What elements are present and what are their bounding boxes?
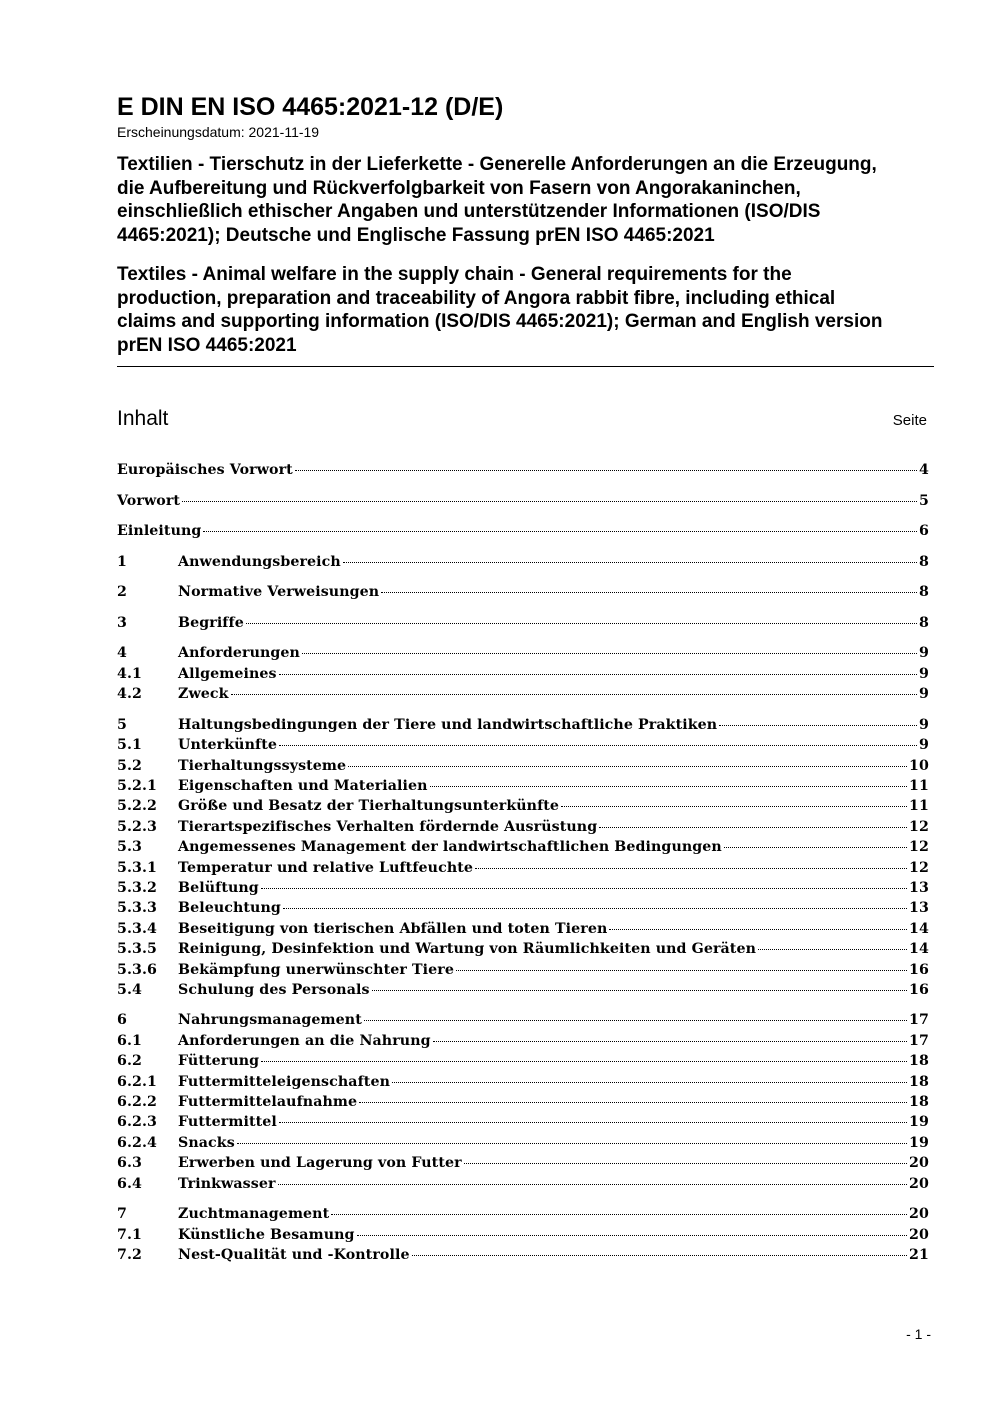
toc-entry-page: 9 <box>919 665 929 682</box>
toc-page-column-label: Seite <box>892 412 927 429</box>
toc-entry[interactable] <box>117 860 929 880</box>
toc-entry[interactable] <box>117 1012 929 1032</box>
toc-entry-title: Eigenschaften und Materialien <box>178 778 428 794</box>
toc-entry-number: 5.3.6 <box>117 961 157 978</box>
toc-entry-number: 5.3.5 <box>117 941 157 958</box>
toc-dot-leader <box>464 1163 907 1164</box>
toc-entry-title: Zweck <box>178 686 229 703</box>
toc-entry[interactable] <box>117 839 929 859</box>
toc-entry-number: 4.1 <box>117 665 142 682</box>
toc-entry-page: 16 <box>909 961 929 978</box>
toc-dot-leader <box>412 1255 907 1256</box>
toc-dot-leader <box>348 766 907 767</box>
toc-entry-title: Beleuchtung <box>178 900 281 917</box>
toc-entry-page: 9 <box>919 737 929 754</box>
toc-entry[interactable] <box>117 615 929 635</box>
toc-dot-leader <box>283 908 907 909</box>
toc-entry-page: 20 <box>909 1226 929 1243</box>
toc-entry-title: Futtermittelaufnahme <box>178 1094 358 1111</box>
toc-dot-leader <box>279 1122 907 1123</box>
toc-entry-title: Snacks <box>178 1134 235 1151</box>
toc-entry-title: Fütterung <box>178 1053 260 1070</box>
toc-entry-page: 19 <box>909 1114 929 1131</box>
toc-entry-number: 5.2.1 <box>117 778 157 794</box>
toc-dot-leader <box>278 1184 908 1185</box>
toc-entry[interactable] <box>117 1206 929 1226</box>
toc-entry[interactable] <box>117 1176 929 1196</box>
toc-dot-leader <box>237 1143 907 1144</box>
toc-title: Inhalt <box>117 407 169 430</box>
toc-entry-page: 18 <box>909 1053 929 1070</box>
toc-entry-page: 20 <box>909 1175 929 1192</box>
toc-entry-page: 10 <box>909 757 929 774</box>
toc-entry-title: Beseitigung von tierischen Abfällen und toten Tieren <box>178 920 608 937</box>
page-number: - 1 - <box>906 1326 931 1342</box>
toc-entry-page: 19 <box>909 1134 929 1151</box>
toc-entry-title: Anforderungen an die Nahrung <box>178 1032 431 1049</box>
toc-entry-number: 1 <box>117 553 127 570</box>
table-of-contents <box>117 462 929 1267</box>
toc-entry-number: 5.3.2 <box>117 879 157 896</box>
toc-entry-page: 12 <box>909 859 929 876</box>
toc-entry-title: Trinkwasser <box>178 1175 276 1192</box>
toc-entry-number: 7.1 <box>117 1226 142 1243</box>
toc-entry-page: 11 <box>909 778 929 794</box>
toc-entry-number: 6.2.2 <box>117 1094 157 1111</box>
toc-dot-leader <box>279 674 917 675</box>
toc-dot-leader <box>758 949 907 950</box>
toc-entry-number: 5.3 <box>117 839 142 856</box>
toc-entry-page: 13 <box>909 900 929 917</box>
toc-entry[interactable] <box>117 1227 929 1247</box>
toc-dot-leader <box>475 868 907 869</box>
toc-entry-number: 7.2 <box>117 1246 142 1263</box>
toc-dot-leader <box>343 562 917 563</box>
toc-entry[interactable] <box>117 666 929 686</box>
toc-entry-number: 6.3 <box>117 1155 142 1172</box>
toc-entry-page: 8 <box>919 584 929 601</box>
toc-entry-title: Erwerben und Lagerung von Futter <box>178 1155 462 1172</box>
toc-entry-page: 11 <box>909 798 929 815</box>
toc-entry-title: Einleitung <box>117 523 202 540</box>
toc-entry-number: 5.3.4 <box>117 920 157 937</box>
toc-entry-number: 6 <box>117 1012 127 1029</box>
toc-dot-leader <box>381 592 917 593</box>
toc-entry[interactable] <box>117 941 929 961</box>
toc-dot-leader <box>295 470 917 471</box>
toc-entry[interactable] <box>117 778 929 798</box>
toc-entry-title: Unterkünfte <box>178 737 277 754</box>
toc-dot-leader <box>456 970 907 971</box>
toc-entry[interactable] <box>117 686 929 706</box>
toc-entry-title: Europäisches Vorwort <box>117 462 293 478</box>
toc-dot-leader <box>261 1061 907 1062</box>
toc-entry-page: 14 <box>909 941 929 958</box>
toc-entry-page: 20 <box>909 1206 929 1223</box>
toc-entry-number: 2 <box>117 584 127 601</box>
toc-entry[interactable] <box>117 1094 929 1114</box>
toc-dot-leader <box>609 929 907 930</box>
toc-entry[interactable] <box>117 737 929 757</box>
toc-entry-page: 9 <box>919 716 929 733</box>
toc-entry-page: 12 <box>909 818 929 835</box>
toc-entry[interactable] <box>117 1135 929 1155</box>
toc-entry[interactable] <box>117 462 929 482</box>
toc-entry[interactable] <box>117 1155 929 1175</box>
toc-entry[interactable] <box>117 1074 929 1094</box>
toc-entry-title: Futtermitteleigenschaften <box>178 1073 390 1090</box>
toc-entry-page: 21 <box>909 1246 929 1263</box>
toc-dot-leader <box>561 806 907 807</box>
toc-entry-title: Nest-Qualität und -Kontrolle <box>178 1246 410 1263</box>
toc-entry-number: 6.2.3 <box>117 1114 157 1131</box>
toc-entry-title: Allgemeines <box>178 665 277 682</box>
toc-entry-page: 16 <box>909 981 929 998</box>
toc-dot-leader <box>372 990 907 991</box>
toc-dot-leader <box>357 1235 907 1236</box>
toc-entry[interactable] <box>117 584 929 604</box>
title-german: Textilien - Tierschutz in der Lieferkette - Generelle Anforderungen an die Erzeugung, die Aufbereitung und Rückverfolgbarkeit von Fasern von Angorakaninchen, einschließlich ethischer Angaben und unterstützender Informationen (ISO/DIS 4465:2021); Deutsche und Englische Fassung prEN ISO 4465:2021 <box>117 154 877 246</box>
toc-dot-leader <box>182 501 917 502</box>
toc-entry[interactable] <box>117 758 929 778</box>
toc-entry[interactable] <box>117 982 929 1002</box>
toc-entry-number: 5.2.3 <box>117 818 157 835</box>
toc-entry[interactable] <box>117 900 929 920</box>
toc-entry[interactable] <box>117 1053 929 1073</box>
toc-entry[interactable] <box>117 921 929 941</box>
toc-entry-page: 8 <box>919 553 929 570</box>
toc-entry-title: Reinigung, Desinfektion und Wartung von Räumlichkeiten und Geräten <box>178 941 757 958</box>
toc-entry-number: 5.1 <box>117 737 142 754</box>
toc-entry[interactable] <box>117 493 929 513</box>
title-english: Textiles - Animal welfare in the supply chain - General requirements for the production, preparation and traceability of Angora rabbit fibre, including ethical claims and supporting information (ISO/DIS 4465:2021); German and English version prEN ISO 4465:2021 <box>117 264 883 356</box>
toc-dot-leader <box>392 1082 907 1083</box>
toc-entry[interactable] <box>117 523 929 543</box>
toc-dot-leader <box>430 786 907 787</box>
toc-entry-number: 6.1 <box>117 1032 142 1049</box>
toc-entry-title: Schulung des Personals <box>178 981 370 998</box>
toc-entry-number: 5.4 <box>117 981 142 998</box>
toc-entry-number: 7 <box>117 1206 127 1223</box>
toc-entry-title: Begriffe <box>178 614 244 631</box>
toc-dot-leader <box>359 1102 907 1103</box>
toc-entry-page: 5 <box>919 492 929 509</box>
toc-entry-number: 5.2 <box>117 757 142 774</box>
toc-entry-title: Vorwort <box>117 492 181 509</box>
header-divider <box>117 366 934 367</box>
toc-entry[interactable] <box>117 1033 929 1053</box>
toc-entry-page: 9 <box>919 645 929 662</box>
toc-entry-title: Angemessenes Management der landwirtschaftlichen Bedingungen <box>178 839 722 856</box>
toc-entry-title: Normative Verweisungen <box>178 584 380 601</box>
toc-entry-title: Nahrungsmanagement <box>178 1012 362 1029</box>
toc-entry-title: Tierartspezifisches Verhalten fördernde Ausrüstung <box>178 818 598 835</box>
toc-entry[interactable] <box>117 880 929 900</box>
toc-entry-title: Zuchtmanagement <box>178 1206 330 1223</box>
toc-dot-leader <box>719 725 917 726</box>
toc-dot-leader <box>364 1020 907 1021</box>
toc-entry-page: 18 <box>909 1073 929 1090</box>
toc-entry-title: Belüftung <box>178 879 259 896</box>
toc-dot-leader <box>724 847 907 848</box>
toc-entry-number: 6.2.4 <box>117 1134 157 1151</box>
toc-dot-leader <box>261 888 907 889</box>
document-id: E DIN EN ISO 4465:2021-12 (D/E) <box>117 93 504 121</box>
toc-entry-page: 20 <box>909 1155 929 1172</box>
toc-entry[interactable] <box>117 962 929 982</box>
toc-entry-page: 17 <box>909 1012 929 1029</box>
toc-entry-page: 18 <box>909 1094 929 1111</box>
toc-entry-number: 5.3.3 <box>117 900 157 917</box>
toc-entry-number: 3 <box>117 614 127 631</box>
toc-entry-number: 5.3.1 <box>117 859 157 876</box>
toc-entry[interactable] <box>117 554 929 574</box>
toc-dot-leader <box>331 1214 907 1215</box>
toc-entry-page: 12 <box>909 839 929 856</box>
toc-entry-number: 6.4 <box>117 1175 142 1192</box>
toc-entry-title: Futtermittel <box>178 1114 277 1131</box>
toc-entry-title: Temperatur und relative Luftfeuchte <box>178 859 474 876</box>
toc-dot-leader <box>246 623 917 624</box>
toc-entry-page: 9 <box>919 686 929 703</box>
toc-entry-page: 4 <box>919 462 929 478</box>
toc-dot-leader <box>302 653 917 654</box>
toc-entry-number: 4 <box>117 645 127 662</box>
toc-entry-number: 4.2 <box>117 686 142 703</box>
toc-entry-number: 6.2 <box>117 1053 142 1070</box>
toc-entry[interactable] <box>117 1114 929 1134</box>
toc-entry-page: 17 <box>909 1032 929 1049</box>
toc-entry-number: 5 <box>117 716 127 733</box>
publication-date: Erscheinungsdatum: 2021-11-19 <box>117 124 320 140</box>
toc-entry[interactable] <box>117 645 929 665</box>
toc-entry-number: 6.2.1 <box>117 1073 157 1090</box>
toc-dot-leader <box>433 1041 907 1042</box>
toc-entry-title: Tierhaltungssysteme <box>178 757 347 774</box>
toc-entry-title: Anwendungsbereich <box>178 553 341 570</box>
toc-entry-page: 8 <box>919 614 929 631</box>
toc-heading <box>117 404 927 438</box>
toc-entry-page: 6 <box>919 523 929 540</box>
toc-dot-leader <box>231 694 917 695</box>
toc-entry-page: 13 <box>909 879 929 896</box>
toc-entry-title: Bekämpfung unerwünschter Tiere <box>178 961 454 978</box>
toc-entry[interactable] <box>117 819 929 839</box>
toc-entry-number: 5.2.2 <box>117 798 157 815</box>
toc-entry[interactable] <box>117 798 929 818</box>
toc-dot-leader <box>599 827 907 828</box>
document-header <box>117 92 934 359</box>
toc-entry-title: Haltungsbedingungen der Tiere und landwirtschaftliche Praktiken <box>178 716 718 733</box>
toc-entry[interactable] <box>117 1247 929 1267</box>
toc-dot-leader <box>203 531 917 532</box>
toc-entry[interactable] <box>117 717 929 737</box>
toc-entry-title: Künstliche Besamung <box>178 1226 355 1243</box>
toc-entry-page: 14 <box>909 920 929 937</box>
toc-entry-title: Größe und Besatz der Tierhaltungsunterkünfte <box>178 798 560 815</box>
toc-dot-leader <box>279 745 917 746</box>
toc-entry-title: Anforderungen <box>178 645 300 662</box>
